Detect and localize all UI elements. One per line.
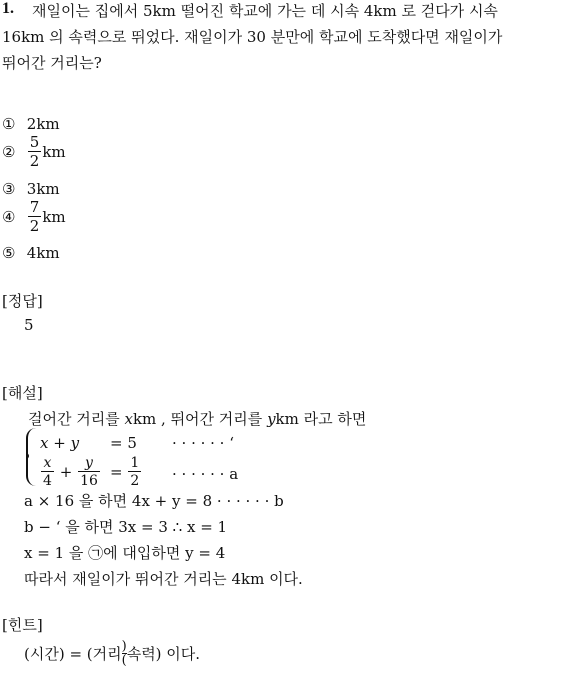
- solution-label: [해설]: [2, 384, 43, 402]
- equation-2-lhs: [40, 456, 101, 488]
- solution-step-1: a × 16 을 하면 4x + y = 8 · · · · · · b: [24, 492, 284, 510]
- question-text-line2: 16km 의 속력으로 뛰었다. 재일이가 30 분만에 학교에 도착했다면 재일이가: [2, 28, 503, 46]
- equals-sign: =: [110, 463, 123, 481]
- circled-letter-icon: ㉠: [88, 544, 104, 562]
- solution-step-3-text: x = 1 을: [24, 544, 89, 562]
- choice-text: 2km: [26, 115, 60, 133]
- fraction: [28, 135, 42, 169]
- question-text-line1: 재일이는 집에서 5km 떨어진 학교에 가는 데 시속 4km 로 걷다가 시속: [32, 2, 498, 20]
- equation-2-tag: · · · · · · a: [172, 465, 239, 483]
- fraction-numerator: 1: [130, 455, 140, 471]
- hint-text-part: (시간) = (거리: [24, 645, 122, 663]
- question-text-line3: 뛰어간 거리는?: [2, 54, 102, 72]
- solution-step-3: [24, 542, 225, 563]
- fraction-numerator: 5: [29, 133, 40, 151]
- solution-step-3-text: 에 대입하면 y = 4: [103, 544, 226, 562]
- fraction-denominator: 16: [80, 473, 98, 489]
- hint-text: [24, 640, 200, 667]
- choice-2[interactable]: [2, 135, 66, 169]
- var-x: x: [124, 410, 133, 428]
- answer-value: 5: [24, 316, 34, 334]
- fraction-denominator: 4: [43, 473, 52, 489]
- equation-1-rhs: = 5: [110, 434, 137, 452]
- solution-intro-text: km 라고 하면: [275, 410, 367, 428]
- plus-sign: +: [59, 463, 73, 481]
- hint-text-part: 속력) 이다.: [126, 645, 201, 663]
- fraction: [28, 200, 42, 234]
- equation-2-rhs: [110, 456, 142, 488]
- choice-unit: km: [42, 208, 66, 226]
- solution-intro-text: 걸어간 거리를: [28, 410, 125, 428]
- choice-unit: km: [42, 143, 66, 161]
- var-y: y: [267, 410, 276, 428]
- choice-marker: ②: [2, 143, 16, 161]
- choice-text: 3km: [26, 180, 60, 198]
- equation-1-tag: · · · · · · ‘: [172, 434, 234, 452]
- choice-5[interactable]: [2, 244, 60, 262]
- choice-1[interactable]: [2, 115, 60, 133]
- choice-marker: ⑤: [2, 244, 16, 262]
- choice-text: 4km: [26, 244, 60, 262]
- solution-conclusion: 따라서 재일이가 뛰어간 거리는 4km 이다.: [24, 570, 303, 588]
- solution-intro-text: km , 뛰어간 거리를: [132, 410, 268, 428]
- choice-4[interactable]: [2, 200, 66, 234]
- fraction-numerator: ): [121, 639, 127, 654]
- fraction-denominator: 2: [130, 473, 140, 489]
- choice-marker: ①: [2, 115, 16, 133]
- solution-intro: [28, 408, 366, 429]
- fraction-numerator: y: [85, 455, 93, 471]
- answer-label: [정답]: [2, 292, 43, 310]
- equation-brace: [26, 428, 40, 486]
- choice-3[interactable]: [2, 180, 60, 198]
- choice-marker: ④: [2, 208, 16, 226]
- fraction-numerator: 7: [29, 198, 40, 216]
- fraction-y-over-16: [78, 456, 100, 488]
- question-number: 1.: [2, 0, 14, 17]
- hint-label: [힌트]: [2, 616, 43, 634]
- fraction-numerator: x: [43, 455, 52, 471]
- fraction-x-over-4: [41, 456, 54, 488]
- equation-1-lhs: x + y: [40, 434, 80, 452]
- fraction-denominator: 2: [29, 217, 40, 235]
- fraction-denominator: (: [121, 653, 127, 668]
- solution-step-2: b − ‘ 을 하면 3x = 3 ∴ x = 1: [24, 518, 228, 536]
- fraction-one-half: [128, 456, 141, 488]
- fraction-denominator: 2: [29, 152, 40, 170]
- choice-marker: ③: [2, 180, 16, 198]
